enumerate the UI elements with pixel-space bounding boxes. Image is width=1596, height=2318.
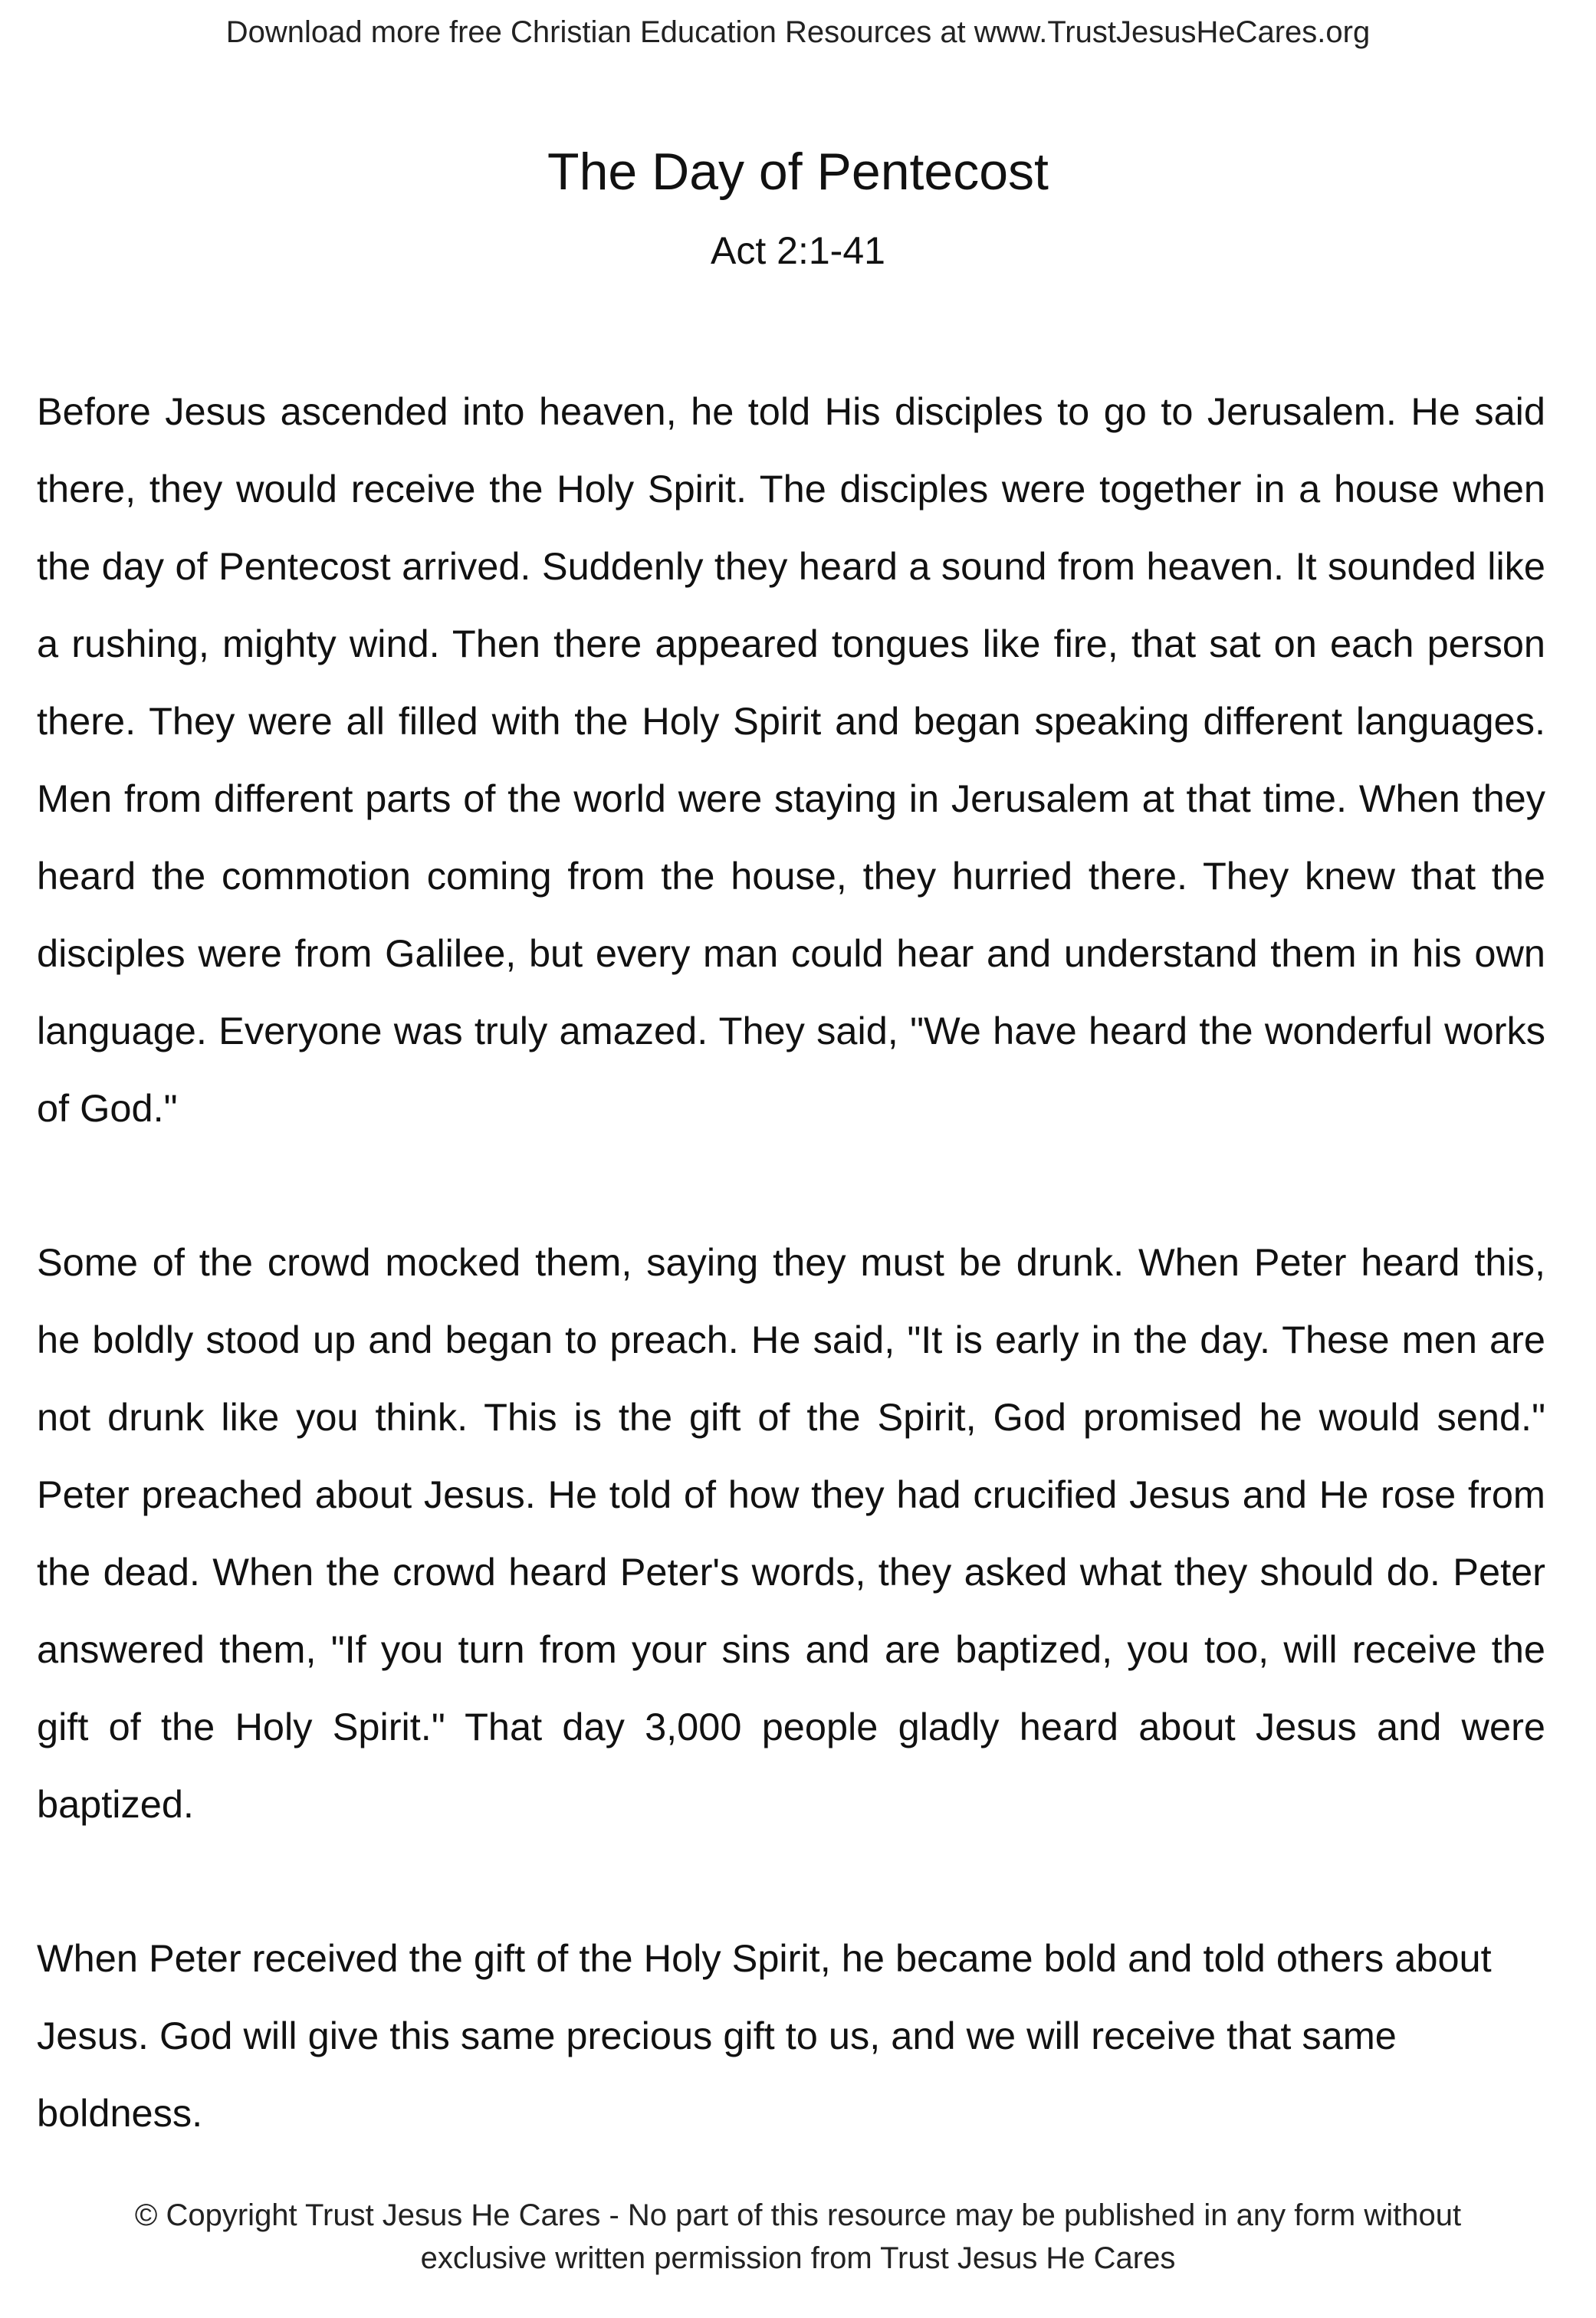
story-paragraph-3: When Peter received the gift of the Holy Spirit, he became bold and told others about Jesus. God will give this same precious gift to us, and we will receive that same boldness. [37,1936,1492,2135]
copyright-line-2: exclusive written permission from Trust Jesus He Cares [420,2241,1176,2275]
resource-banner: Download more free Christian Education Resources at www.TrustJesusHeCares.org [225,15,1371,49]
copyright-line-1: © Copyright Trust Jesus He Cares - No part of this resource may be published in any form without [134,2198,1462,2232]
copyright-footer [0,2194,1596,2280]
scripture-reference: Act 2:1-41 [711,229,885,272]
page-title: The Day of Pentecost [547,143,1049,201]
story-paragraph-1: Before Jesus ascended into heaven, he told His disciples to go to Jerusalem. He said there, they would receive the Holy Spirit. The disciples were together in a house when the day of Pentecost arrived. Suddenly they heard a sound from heaven. It sounded like a rushing, mighty wind. Then there appeared tongues like fire, that sat on each person there. They were all filled with the Holy Spirit and began speaking different languages. Men from different parts of the world were staying in Jerusalem at that time. When they heard the commotion coming from the house, they hurried there. They knew that the disciples were from Galilee, but every man could hear and understand them in his own language. Everyone was truly amazed. They said, "We have heard the wonderful works of God." [37,389,1545,1130]
story-paragraph-2: Some of the crowd mocked them, saying they must be drunk. When Peter heard this, he boldly stood up and began to preach. He said, "It is early in the day. These men are not drunk like you think. This is the gift of the Spirit, God promised he would send." Peter preached about Jesus. He told of how they had crucified Jesus and He rose from the dead. When the crowd heard Peter's words, they asked what they should do. Peter answered them, "If you turn from your sins and are baptized, you too, will receive the gift of the Holy Spirit." That day 3,000 people gladly heard about Jesus and were baptized. [37,1240,1545,1826]
